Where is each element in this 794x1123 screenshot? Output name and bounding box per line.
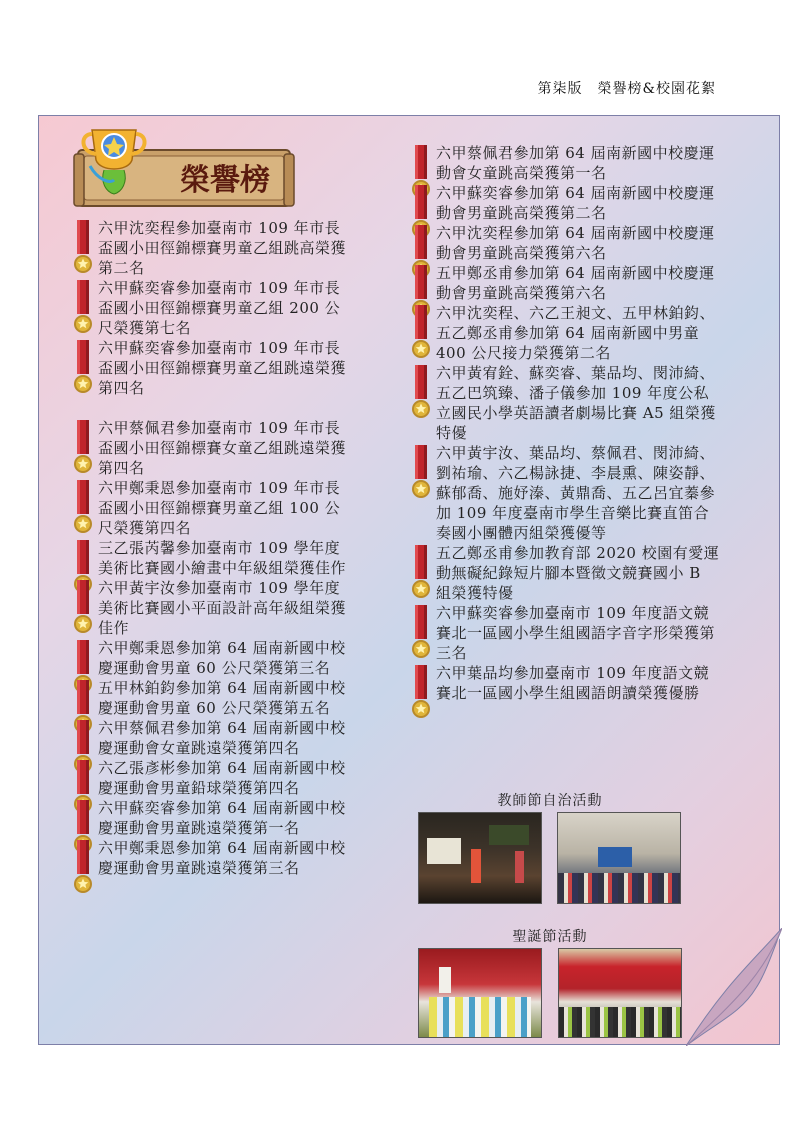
medal-icon — [72, 220, 94, 276]
honor-item — [72, 838, 347, 878]
honor-item-text: 六甲蔡佩君參加第 64 屆南新國中校慶運動會女童跳高榮獲第一名 — [436, 144, 715, 182]
honor-item — [410, 443, 720, 543]
honor-item — [72, 798, 347, 838]
honor-item-text: 六甲蘇奕睿參加第 64 屆南新國中校慶運動會男童跳高榮獲第二名 — [436, 184, 715, 222]
honor-item — [410, 603, 720, 663]
honor-item-text: 三乙張芮馨參加臺南市 109 學年度美術比賽國小繪畫中年級組榮獲佳作 — [98, 539, 347, 577]
medal-icon — [410, 545, 432, 601]
honor-item-text: 六甲沈奕程參加第 64 屆南新國中校慶運動會男童跳高榮獲第六名 — [436, 224, 715, 262]
christmas-photo-2 — [558, 948, 682, 1038]
honor-item — [72, 218, 347, 278]
honor-item-text: 六甲鄭秉恩參加臺南市 109 年市長盃國小田徑錦標賽男童乙組 100 公尺榮獲第四名 — [98, 479, 341, 537]
teachers-day-photo-2 — [557, 812, 681, 904]
honor-item — [410, 263, 720, 303]
medal-icon — [72, 480, 94, 536]
honor-item-text: 六甲黃宇汝、葉品均、蔡佩君、閔沛綺、 劉祐瑜、六乙楊詠捷、李晨熏、陳姿靜、蘇郁喬、施妤溱、黃鼎喬、五乙呂宜蓁參加 109 年度臺南市學生音樂比賽直笛合奏國小團體丙組榮獲優等 — [436, 444, 716, 542]
honor-item — [72, 278, 347, 338]
honor-item-text: 六甲蘇奕睿參加臺南市 109 年市長盃國小田徑錦標賽男童乙組 200 公尺榮獲第七名 — [98, 279, 341, 337]
medal-icon — [72, 420, 94, 476]
edition-header: 第柒版 榮譽榜&校園花絮 — [537, 81, 716, 97]
honor-item — [410, 223, 720, 263]
medal-icon — [410, 605, 432, 661]
medal-icon — [72, 340, 94, 396]
honor-item-text: 六甲蔡佩君參加第 64 屆南新國中校慶運動會女童跳遠榮獲第四名 — [98, 719, 346, 757]
right-honor-list — [410, 143, 720, 703]
medal-icon — [72, 280, 94, 336]
christmas-heading: 聖誕節活動 — [512, 929, 588, 945]
honor-item — [410, 303, 720, 363]
honor-item — [410, 183, 720, 223]
honor-item-text: 六甲黃宇汝參加臺南市 109 學年度美術比賽國小平面設計高年級組榮獲佳作 — [98, 579, 347, 637]
medal-icon — [72, 840, 94, 896]
honor-item — [410, 543, 720, 603]
honor-item — [72, 338, 347, 398]
honor-item-text: 六甲黃宥銓、蘇奕睿、葉品均、閔沛綺、五乙巴筑臻、潘子儀參加 109 年度公私立國民小學英語讀者劇場比賽 A5 組榮獲特優 — [436, 364, 716, 442]
honor-item — [410, 363, 720, 443]
honor-item — [72, 638, 347, 678]
honor-item-text: 六甲蔡佩君參加臺南市 109 年市長盃國小田徑錦標賽女童乙組跳遠榮獲第四名 — [98, 419, 347, 477]
honor-item-text: 六乙張彥彬參加第 64 屆南新國中校慶運動會男童鉛球榮獲第四名 — [98, 759, 346, 797]
medal-icon — [410, 445, 432, 501]
honor-item — [72, 758, 347, 798]
honor-item-text: 六甲鄭秉恩參加第 64 屆南新國中校慶運動會男童 60 公尺榮獲第三名 — [98, 639, 346, 677]
honor-item-text: 六甲沈奕程、六乙王昶文、五甲林鉑鈞、五乙鄭丞甫參加第 64 屆南新國中男童 400 公尺接力榮獲第二名 — [436, 304, 716, 362]
teachers-day-heading: 教師節自治活動 — [497, 793, 603, 809]
honor-item-text: 五乙鄭丞甫參加教育部 2020 校園有愛運動無礙紀錄短片腳本暨徵文競賽國小 B 組榮獲特優 — [436, 544, 720, 602]
honor-item-text: 五甲鄭丞甫參加第 64 屆南新國中校慶運動會男童跳高榮獲第六名 — [436, 264, 715, 302]
honor-item — [72, 538, 347, 578]
honor-roll-banner — [70, 120, 300, 215]
honor-item — [72, 678, 347, 718]
medal-icon — [410, 305, 432, 361]
honor-item — [410, 663, 720, 703]
honor-item — [72, 718, 347, 758]
medal-icon — [410, 365, 432, 421]
honor-item — [72, 578, 347, 638]
honor-item — [72, 418, 347, 478]
page-curl-corner — [686, 928, 782, 1046]
honor-item — [72, 478, 347, 538]
honor-item-text: 六甲蘇奕睿參加臺南市 109 年度語文競賽北一區國小學生組國語字音字形榮獲第三名 — [436, 604, 716, 662]
medal-icon — [410, 665, 432, 721]
honor-item-text: 六甲沈奕程參加臺南市 109 年市長盃國小田徑錦標賽男童乙組跳高榮獲第二名 — [98, 219, 347, 277]
christmas-photo-1 — [418, 948, 542, 1038]
honor-item-text: 五甲林鉑鈞參加第 64 屆南新國中校慶運動會男童 60 公尺榮獲第五名 — [98, 679, 346, 717]
teachers-day-photo-1 — [418, 812, 542, 904]
left-honor-list — [72, 218, 347, 878]
medal-icon — [72, 580, 94, 636]
honor-item-text: 六甲鄭秉恩參加第 64 屆南新國中校慶運動會男童跳遠榮獲第三名 — [98, 839, 346, 877]
honor-item-text: 六甲蘇奕睿參加第 64 屆南新國中校慶運動會男童跳遠榮獲第一名 — [98, 799, 346, 837]
honor-item — [410, 143, 720, 183]
svg-text:榮譽榜: 榮譽榜 — [180, 163, 270, 198]
honor-item-text: 六甲葉品均參加臺南市 109 年度語文競賽北一區國小學生組國語朗讀榮獲優勝 — [436, 664, 710, 702]
honor-item-text: 六甲蘇奕睿參加臺南市 109 年市長盃國小田徑錦標賽男童乙組跳遠榮獲第四名 — [98, 339, 347, 397]
